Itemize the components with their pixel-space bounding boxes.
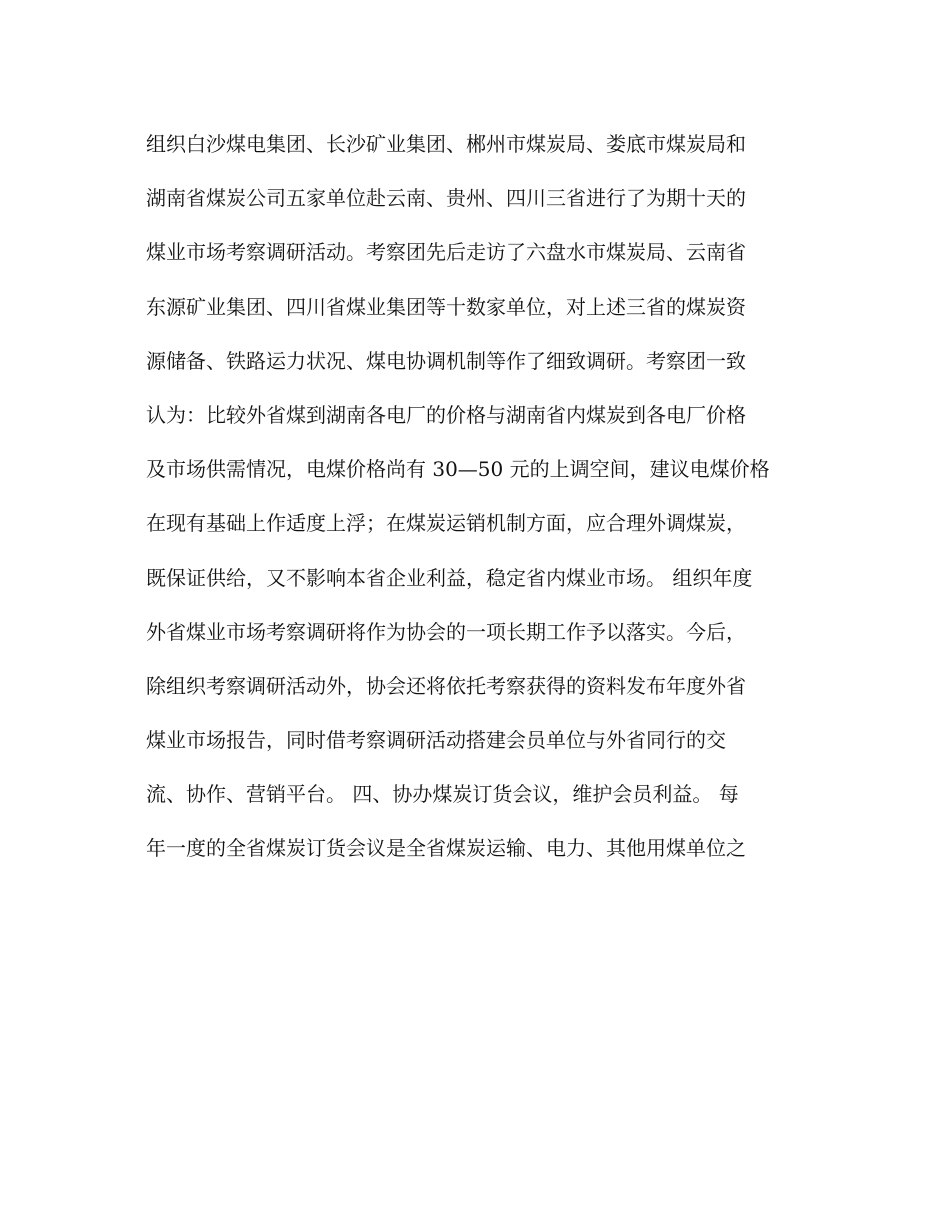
text-line: 认为：比较外省煤到湖南各电厂的价格与湖南省内煤炭到各电厂价格 [146,402,746,427]
text-line: 年一度的全省煤炭订货会议是全省煤炭运输、电力、其他用煤单位之 [146,836,746,861]
text-line: 在现有基础上作适度上浮；在煤炭运销机制方面，应合理外调煤炭， [146,511,746,536]
text-line: 既保证供给，又不影响本省企业利益，稳定省内煤业市场。 组织年度 [146,565,753,590]
body-text [146,117,826,876]
text-line: 源储备、铁路运力状况、煤电协调机制等作了细致调研。考察团一致 [146,348,746,373]
text-line: 流、协作、营销平台。 四、协办煤炭订货会议，维护会员利益。 每 [146,782,739,807]
text-line: 煤业市场报告，同时借考察调研活动搭建会员单位与外省同行的交 [146,728,726,753]
text-line: 外省煤业市场考察调研将作为协会的一项长期工作予以落实。今后， [146,619,746,644]
text-line: 组织白沙煤电集团、长沙矿业集团、郴州市煤炭局、娄底市煤炭局和 [146,132,746,156]
text-line: 及市场供需情况，电煤价格尚有 30—50 元的上调空间，建议电煤价格 [146,457,770,482]
text-line: 煤业市场考察调研活动。考察团先后走访了六盘水市煤炭局、云南省 [146,240,746,265]
text-line: 湖南省煤炭公司五家单位赴云南、贵州、四川三省进行了为期十天的 [146,186,746,211]
text-line: 东源矿业集团、四川省煤业集团等十数家单位，对上述三省的煤炭资 [146,294,746,319]
text-line: 除组织考察调研活动外，协会还将依托考察获得的资料发布年度外省 [146,673,746,698]
